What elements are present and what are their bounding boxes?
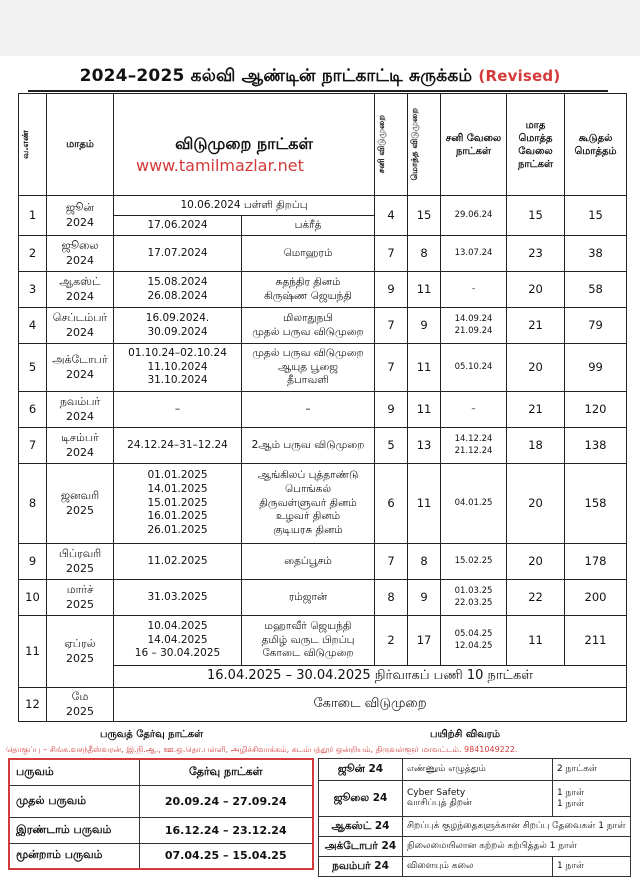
- row-sat-working: 14.09.24 21.09.24: [441, 308, 507, 344]
- row-sat-holidays: 7: [375, 236, 408, 272]
- row-sat-holidays: 8: [375, 580, 408, 616]
- row-cumulative: 138: [565, 428, 627, 464]
- row-sat-working: –: [441, 392, 507, 428]
- header-sat-holidays: சனி விடுமுறை: [375, 94, 408, 196]
- table-row: [319, 837, 631, 857]
- row-sno: 8: [19, 464, 47, 544]
- row-sat-holidays: 2: [375, 616, 408, 666]
- row-month-working: 21: [507, 308, 565, 344]
- row-month-working: 20: [507, 272, 565, 308]
- title-underline: [28, 90, 608, 92]
- row-total-holidays: 17: [408, 616, 441, 666]
- training-month: அக்டோபர் 24: [319, 837, 403, 857]
- header-sat-working: சனி வேலை நாட்கள்: [441, 94, 507, 196]
- row-holiday-reason: மஹாவீர் ஜெயந்தி தமிழ் வருட பிறப்பு கோடை விடுமுறை: [242, 616, 375, 666]
- row-holiday-dates: 01.10.24–02.10.24 11.10.2024 31.10.2024: [114, 344, 242, 392]
- exam-table: [8, 758, 314, 870]
- watermark: www.tamilmazlar.net: [136, 156, 304, 175]
- row-sat-holidays: 5: [375, 428, 408, 464]
- row-holiday-reason: ஆங்கிலப் புத்தாண்டு பொங்கல் திருவள்ளுவர் தினம் உழவர் தினம் குடியரசு தினம்: [242, 464, 375, 544]
- row-sat-working: -: [441, 272, 507, 308]
- table-row: [19, 544, 627, 580]
- top-bar: [0, 0, 640, 56]
- training-month: ஆகஸ்ட் 24: [319, 817, 403, 837]
- training-section-title: பயிற்சி விவரம்: [430, 729, 500, 740]
- table-row: [9, 817, 313, 843]
- row-sat-holidays: 7: [375, 308, 408, 344]
- row-sno: 1: [19, 196, 47, 236]
- header-cumulative: கூடுதல் மொத்தம்: [565, 94, 627, 196]
- row-month: பிப்ரவரி 2025: [47, 544, 114, 580]
- table-row: [319, 759, 631, 781]
- table-row: [19, 688, 627, 722]
- row-total-holidays: 9: [408, 580, 441, 616]
- table-row: [19, 580, 627, 616]
- row-month: செப்டம்பர் 2024: [47, 308, 114, 344]
- row-cumulative: 178: [565, 544, 627, 580]
- table-row: [9, 785, 313, 817]
- row-month: அக்டோபர் 2024: [47, 344, 114, 392]
- row-cumulative: 58: [565, 272, 627, 308]
- row-month-working: 21: [507, 392, 565, 428]
- exam-header-dates: தேர்வு நாட்கள்: [139, 759, 313, 785]
- row-month: நவம்பர் 2024: [47, 392, 114, 428]
- row-sat-working: 04.01.25: [441, 464, 507, 544]
- row-holiday-dates: 11.02.2025: [114, 544, 242, 580]
- table-row: [319, 857, 631, 877]
- table-row: [319, 781, 631, 817]
- row-holiday-dates: 01.01.2025 14.01.2025 15.01.2025 16.01.2025 26.01.2025: [114, 464, 242, 544]
- row-sat-working: 13.07.24: [441, 236, 507, 272]
- row-total-holidays: 11: [408, 464, 441, 544]
- row-cumulative: 211: [565, 616, 627, 666]
- revised-tag: (Revised): [478, 67, 561, 85]
- row-month-working: 23: [507, 236, 565, 272]
- header-month-working: மாத மொத்த வேலை நாட்கள்: [507, 94, 565, 196]
- table-row: [19, 308, 627, 344]
- row-cumulative: 120: [565, 392, 627, 428]
- row-sat-holidays: 6: [375, 464, 408, 544]
- row-holiday-dates: 10.04.2025 14.04.2025 16 – 30.04.2025: [114, 616, 242, 666]
- row-holiday-reason: மிலாதுநபி முதல் பருவ விடுமுறை: [242, 308, 375, 344]
- table-row: [319, 817, 631, 837]
- row-holiday-dates: 24.12.24–31–12.24: [114, 428, 242, 464]
- exam-term: முதல் பருவம்: [9, 785, 139, 817]
- row-month: ஜனவரி 2025: [47, 464, 114, 544]
- table-row: [19, 616, 627, 666]
- row-sat-working: 15.02.25: [441, 544, 507, 580]
- row-month-working: 11: [507, 616, 565, 666]
- exam-header-term: பருவம்: [9, 759, 139, 785]
- row-holiday-reason: மொஹரம்: [242, 236, 375, 272]
- row-month-working: 20: [507, 464, 565, 544]
- row-holiday-reason: –: [242, 392, 375, 428]
- header-row: [19, 94, 627, 196]
- row-sat-working: 29.06.24: [441, 196, 507, 236]
- training-topic: சிறப்புக் குழந்தைகளுக்கான சிறப்பு தேவைகள் 1 நாள்: [403, 817, 631, 837]
- row-cumulative: 79: [565, 308, 627, 344]
- row-sat-holidays: 9: [375, 272, 408, 308]
- row-total-holidays: 13: [408, 428, 441, 464]
- row-sat-working: 01.03.25 22.03.25: [441, 580, 507, 616]
- row-month-working: 20: [507, 544, 565, 580]
- table-row: [19, 236, 627, 272]
- training-topic: Cyber Safety வாசிப்புத் திறன்: [403, 781, 553, 817]
- header-total-holidays: மொத்த விடுமுறை: [408, 94, 441, 196]
- row-month: ஜூன் 2024: [47, 196, 114, 236]
- row-sat-working: 14.12.24 21.12.24: [441, 428, 507, 464]
- row-month-working: 20: [507, 344, 565, 392]
- header-holidays: [114, 94, 375, 196]
- training-month: நவம்பர் 24: [319, 857, 403, 877]
- row-cumulative: 158: [565, 464, 627, 544]
- training-days: 1 நாள்: [553, 857, 631, 877]
- row-cumulative: 200: [565, 580, 627, 616]
- table-row: [19, 344, 627, 392]
- row-holiday-dates: 15.08.2024 26.08.2024: [114, 272, 242, 308]
- page-title: [0, 66, 640, 88]
- row-holiday-dates: 16.09.2024. 30.09.2024: [114, 308, 242, 344]
- exam-section-title: பருவத் தேர்வு நாட்கள்: [100, 729, 204, 740]
- exam-dates: 07.04.25 – 15.04.25: [139, 843, 313, 869]
- table-row: [19, 392, 627, 428]
- row-month: ஏப்ரல் 2025: [47, 616, 114, 688]
- row-total-holidays: 11: [408, 272, 441, 308]
- table-row: [19, 196, 627, 216]
- row-total-holidays: 8: [408, 544, 441, 580]
- exam-dates: 20.09.24 – 27.09.24: [139, 785, 313, 817]
- row-holiday-reason: முதல் பருவ விடுமுறை ஆயுத பூஜை தீபாவளி: [242, 344, 375, 392]
- exam-term: இரண்டாம் பருவம்: [9, 817, 139, 843]
- row-month-working: 22: [507, 580, 565, 616]
- exam-header-row: [9, 759, 313, 785]
- row-total-holidays: 8: [408, 236, 441, 272]
- row-month: மே 2025: [47, 688, 114, 722]
- row-sno: 6: [19, 392, 47, 428]
- row-sat-working: 05.10.24: [441, 344, 507, 392]
- row-month: ஆகஸ்ட் 2024: [47, 272, 114, 308]
- row-holiday-reason: தைப்பூசம்: [242, 544, 375, 580]
- contact-line: தொகுப்பு – சிங்க.வசந்தீஸ்வரன், இ.நி.ஆ., ஊ.ஒ.தொ.பள்ளி, அழிச்சிவாக்கம், கடம்பத்தூர் ஒன்றியம், திருவள்ளூர் மாவட்டம். 9841049222.: [6, 745, 518, 754]
- training-month: ஜூன் 24: [319, 759, 403, 781]
- row-sat-holidays: 7: [375, 344, 408, 392]
- row-sat-working: 05.04.25 12.04.25: [441, 616, 507, 666]
- table-row: [9, 843, 313, 869]
- admin-work-note: 16.04.2025 – 30.04.2025 நிர்வாகப் பணி 10 நாட்கள்: [114, 666, 627, 688]
- row-total-holidays: 11: [408, 344, 441, 392]
- row-sno: 7: [19, 428, 47, 464]
- training-table: [318, 758, 631, 877]
- row-holiday-reason: 2ஆம் பருவ விடுமுறை: [242, 428, 375, 464]
- row-sno: 4: [19, 308, 47, 344]
- row-sno: 9: [19, 544, 47, 580]
- training-month: ஜூலை 24: [319, 781, 403, 817]
- header-holidays-text: விடுமுறை நாட்கள்: [175, 134, 313, 154]
- training-topic: எண்ணும் எழுத்தும்: [403, 759, 553, 781]
- table-row: [19, 428, 627, 464]
- row-sno: 12: [19, 688, 47, 722]
- row-sno: 10: [19, 580, 47, 616]
- table-row: [19, 464, 627, 544]
- row-sno: 5: [19, 344, 47, 392]
- exam-term: மூன்றாம் பருவம்: [9, 843, 139, 869]
- row-sat-holidays: 7: [375, 544, 408, 580]
- row-holiday-dates: 10.06.2024 பள்ளி திறப்பு: [114, 196, 375, 216]
- row-sat-holidays: 9: [375, 392, 408, 428]
- title-text: 2024–2025 கல்வி ஆண்டின் நாட்காட்டி சுருக்கம்: [79, 66, 473, 86]
- row-sat-holidays: 4: [375, 196, 408, 236]
- row-holiday-dates: 17.07.2024: [114, 236, 242, 272]
- row-holiday-reason: பக்ரீத்: [242, 216, 375, 236]
- row-cumulative: 99: [565, 344, 627, 392]
- training-topic: நிலைமையிலான கற்றல் கற்பித்தல் 1 நாள்: [403, 837, 631, 857]
- row-cumulative: 38: [565, 236, 627, 272]
- row-month: டிசம்பர் 2024: [47, 428, 114, 464]
- row-total-holidays: 15: [408, 196, 441, 236]
- row-sno: 3: [19, 272, 47, 308]
- row-holiday-reason: சுதந்திர தினம் கிருஷ்ண ஜெயந்தி: [242, 272, 375, 308]
- training-topic: விளையும் கலை: [403, 857, 553, 877]
- table-row: [19, 272, 627, 308]
- row-holiday-dates: 17.06.2024: [114, 216, 242, 236]
- row-total-holidays: 9: [408, 308, 441, 344]
- row-sno: 2: [19, 236, 47, 272]
- exam-dates: 16.12.24 – 23.12.24: [139, 817, 313, 843]
- row-month-working: 18: [507, 428, 565, 464]
- row-holiday-dates: –: [114, 392, 242, 428]
- row-total-holidays: 11: [408, 392, 441, 428]
- header-month: மாதம்: [47, 94, 114, 196]
- row-month-working: 15: [507, 196, 565, 236]
- header-sno: வ.எண்: [19, 94, 47, 196]
- row-sno: 11: [19, 616, 47, 688]
- row-holiday-dates: 31.03.2025: [114, 580, 242, 616]
- row-month: ஜூலை 2024: [47, 236, 114, 272]
- summer-vacation: கோடை விடுமுறை: [114, 688, 627, 722]
- row-cumulative: 15: [565, 196, 627, 236]
- training-days: 2 நாட்கள்: [553, 759, 631, 781]
- training-days: 1 நாள் 1 நாள்: [553, 781, 631, 817]
- row-holiday-reason: ரம்ஜான்: [242, 580, 375, 616]
- calendar-table: [18, 93, 627, 722]
- row-month: மார்ச் 2025: [47, 580, 114, 616]
